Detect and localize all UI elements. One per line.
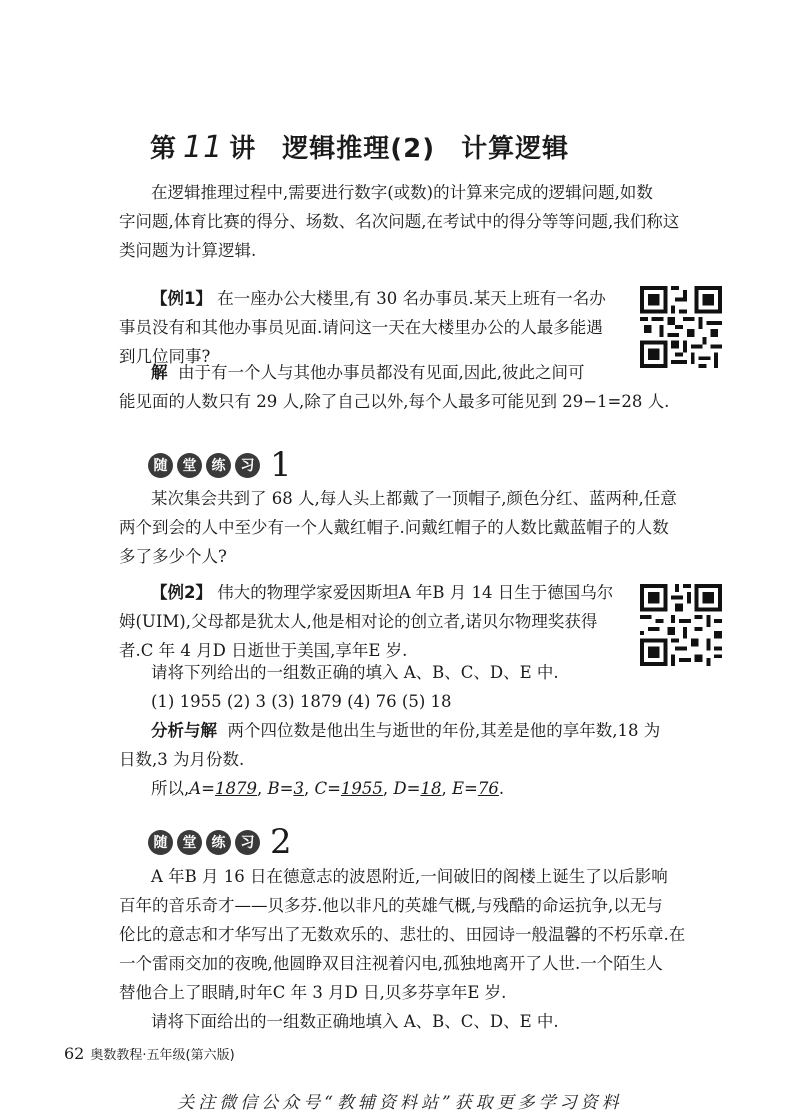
practice-badge: 习 (235, 453, 260, 478)
solution-text: 能见面的人数只有 29 人,除了自己以外,每个人最多可能见到 29−1=28 人. (119, 392, 670, 411)
book-title: 奥数教程·五年级(第六版) (90, 1048, 235, 1063)
page-number: 62 (64, 1044, 85, 1063)
answer-prefix: 所以, (151, 779, 190, 798)
answer-value: 3 (293, 779, 304, 798)
example-2-continued (119, 658, 709, 803)
page-footer (64, 1044, 235, 1063)
practice-line: 某次集会共到了 68 人,每人头上都戴了一顶帽子,颜色分红、蓝两种,任意 (151, 489, 677, 508)
practice-badge: 练 (206, 830, 231, 855)
practice-badge: 习 (235, 830, 260, 855)
solution-label: 解 (151, 363, 168, 382)
analysis-label: 分析与解 (151, 721, 217, 740)
practice-line: 两个到会的人中至少有一个人戴红帽子.问戴红帽子的人数比戴蓝帽子的人数 (119, 518, 669, 537)
example-text: 姆(UIM),父母都是犹太人,他是相对论的创立者,诺贝尔物理奖获得 (119, 612, 598, 631)
example-text: 在一座办公大楼里,有 30 名办事员.某天上班有一名办 (217, 289, 606, 308)
intro-paragraph (119, 178, 699, 265)
example-1-solution (119, 358, 709, 416)
watermark-text: 关注微信公众号“教辅资料站”获取更多学习资料 (177, 1093, 623, 1113)
practice-heading (148, 445, 292, 485)
practice-line: A 年B 月 16 日在德意志的波恩附近,一间破旧的阁楼上诞生了以后影响 (151, 867, 668, 886)
example-text: 事员没有和其他办事员见面.请问这一天在大楼里办公的人最多能遇 (119, 318, 603, 337)
answer-var: C (314, 779, 328, 798)
example-text: 伟大的物理学家爱因斯坦A 年B 月 14 日生于德国乌尔 (217, 583, 614, 602)
answer-value: 1955 (340, 779, 383, 798)
example-2 (119, 578, 631, 665)
practice-number: 1 (270, 445, 292, 485)
intro-line: 字问题,体育比赛的得分、场数、名次问题,在考试中的得分等等问题,我们称这 (119, 212, 680, 231)
practice-line: 百年的音乐奇才——贝多芬.他以非凡的英雄气概,与残酷的命运抗争,以无与 (119, 896, 663, 915)
practice-badge: 随 (148, 830, 173, 855)
answer-line: 所以,A=1879, B=3, C=1955, D=18, E=76. (151, 779, 505, 798)
example-label: 【例1】 (151, 289, 212, 308)
answer-var: B (267, 779, 280, 798)
example-text: 者.C 年 4 月D 日逝世于美国,享年E 岁. (119, 641, 408, 660)
answer-var: A (189, 779, 202, 798)
practice-badge: 堂 (177, 830, 202, 855)
practice-line: 替他合上了眼睛,时年C 年 3 月D 日,贝多芬享年E 岁. (119, 983, 507, 1002)
analysis-text: 两个四位数是他出生与逝世的年份,其差是他的享年数,18 为 (227, 721, 661, 740)
title-prefix: 第 (150, 134, 178, 164)
answer-var: D (393, 779, 407, 798)
practice-line: 多了多少个人? (119, 547, 227, 566)
title-suffix: 讲 (229, 134, 257, 164)
practice-badge: 练 (206, 453, 231, 478)
lesson-title (150, 128, 569, 165)
practice-line: 一个雷雨交加的夜晚,他圆睁双目注视着闪电,孤独地离开了人世.一个陌生人 (119, 954, 663, 973)
answer-value: 1879 (215, 779, 257, 798)
example-label: 【例2】 (151, 583, 212, 602)
lesson-topic: 逻辑推理(2) (282, 134, 436, 164)
solution-text: 由于有一个人与其他办事员都没有见面,因此,彼此之间可 (178, 363, 585, 382)
answer-var: E (451, 779, 465, 798)
answer-value: 76 (477, 779, 499, 798)
practice-heading (148, 822, 292, 862)
example-options: (1) 1955 (2) 3 (3) 1879 (4) 76 (5) 18 (151, 692, 452, 711)
example-text: 到几位同事? (119, 347, 211, 366)
intro-line: 在逻辑推理过程中,需要进行数字(或数)的计算来完成的逻辑问题,如数 (151, 183, 653, 202)
example-instruction: 请将下列给出的一组数正确的填入 A、B、C、D、E 中. (151, 663, 559, 682)
lesson-number: 11 (183, 130, 224, 165)
practice-line: 伦比的意志和才华写出了无数欢乐的、悲壮的、田园诗一般温馨的不朽乐章.在 (119, 925, 686, 944)
answer-value: 18 (420, 779, 442, 798)
intro-line: 类问题为计算逻辑. (119, 241, 257, 260)
analysis-text: 日数,3 为月份数. (119, 750, 245, 769)
qr-code[interactable] (640, 286, 722, 368)
practice-badge: 随 (148, 453, 173, 478)
lesson-subtopic: 计算逻辑 (461, 134, 570, 164)
practice-number: 2 (270, 822, 292, 862)
practice-2-text (119, 862, 709, 1036)
practice-line: 请将下面给出的一组数正确地填入 A、B、C、D、E 中. (151, 1012, 559, 1031)
practice-1-text (119, 484, 699, 571)
qr-code[interactable] (640, 584, 722, 666)
practice-badge: 堂 (177, 453, 202, 478)
